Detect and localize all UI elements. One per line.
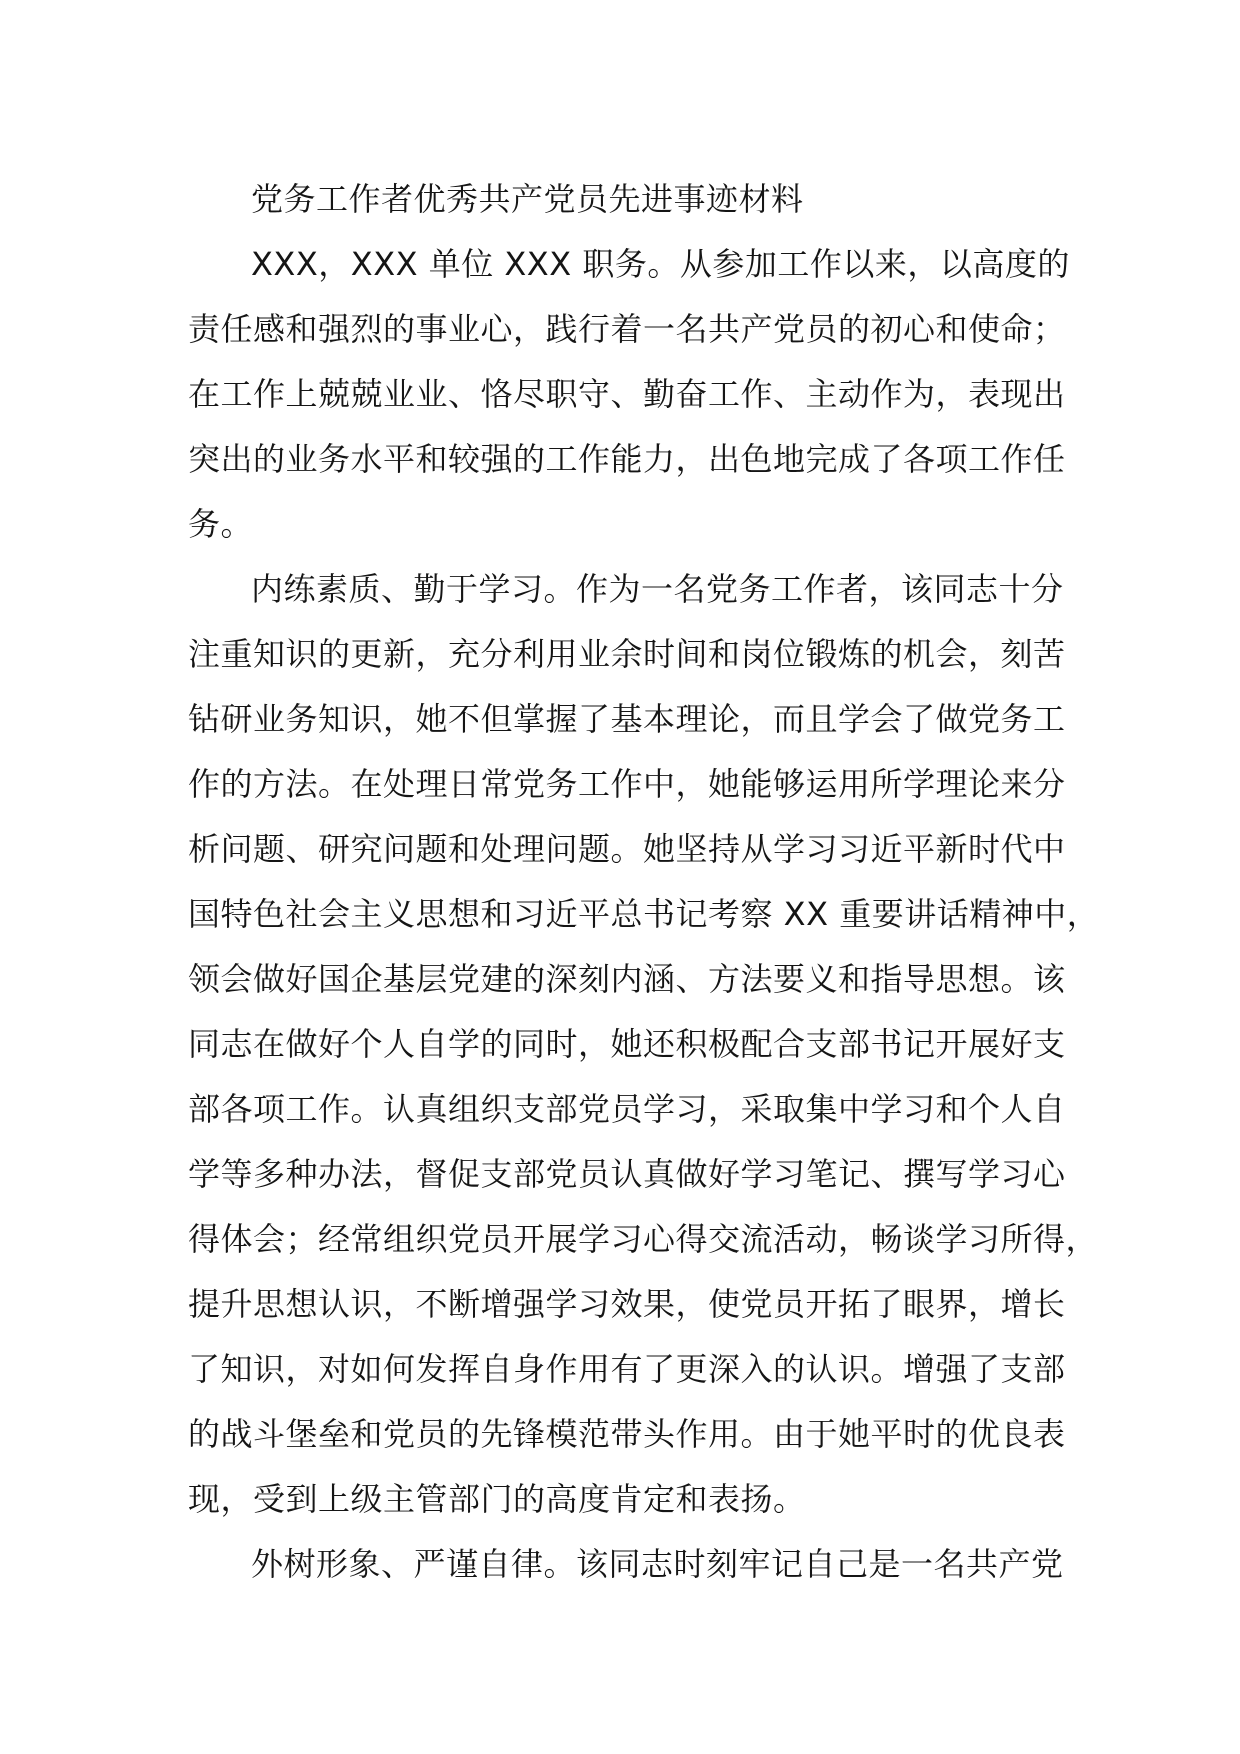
- document-title: 党务工作者优秀共产党员先进事迹材料: [251, 180, 804, 218]
- paragraph-line: 同志在做好个人自学的同时，她还积极配合支部书记开展好支: [188, 1025, 1066, 1063]
- paragraph-3: [188, 1532, 1068, 1597]
- paragraph-line: 学等多种办法，督促支部党员认真做好学习笔记、撰写学习心: [188, 1155, 1066, 1193]
- paragraph-line: 务。: [188, 505, 254, 543]
- paragraph-line: 得体会；经常组织党员开展学习心得交流活动，畅谈学习所得，: [188, 1220, 1099, 1258]
- paragraph-line: 内练素质、勤于学习。作为一名党务工作者，该同志十分: [251, 570, 1064, 608]
- paragraph-line: 了知识，对如何发挥自身作用有了更深入的认识。增强了支部: [188, 1350, 1066, 1388]
- paragraph-1: [188, 232, 1068, 557]
- paragraph-line: 作的方法。在处理日常党务工作中，她能够运用所学理论来分: [188, 765, 1066, 803]
- paragraph-line: 注重知识的更新，充分利用业余时间和岗位锻炼的机会，刻苦: [188, 635, 1066, 673]
- document-body: [188, 167, 1100, 1597]
- paragraph-line: 现，受到上级主管部门的高度肯定和表扬。: [188, 1480, 806, 1518]
- paragraph-line: 外树形象、严谨自律。该同志时刻牢记自己是一名共产党: [251, 1545, 1064, 1583]
- paragraph-line: 提升思想认识，不断增强学习效果，使党员开拓了眼界，增长: [188, 1285, 1066, 1323]
- paragraph-line: 钻研业务知识，她不但掌握了基本理论，而且学会了做党务工: [188, 700, 1066, 738]
- paragraph-line: 国特色社会主义思想和习近平总书记考察 XX 重要讲话精神中，: [188, 895, 1100, 933]
- paragraph-line: 析问题、研究问题和处理问题。她坚持从学习习近平新时代中: [188, 830, 1066, 868]
- paragraph-2: [188, 557, 1100, 1532]
- paragraph-line: 突出的业务水平和较强的工作能力，出色地完成了各项工作任: [188, 440, 1066, 478]
- paragraph-line: 的战斗堡垒和党员的先锋模范带头作用。由于她平时的优良表: [188, 1415, 1066, 1453]
- paragraph-line: XXX，XXX 单位 XXX 职务。从参加工作以来，以高度的: [251, 245, 1070, 283]
- paragraph-line: 在工作上兢兢业业、恪尽职守、勤奋工作、主动作为，表现出: [188, 375, 1066, 413]
- paragraph-line: 领会做好国企基层党建的深刻内涵、方法要义和指导思想。该: [188, 960, 1066, 998]
- paragraph-line: 责任感和强烈的事业心，践行着一名共产党员的初心和使命；: [188, 310, 1066, 348]
- paragraph-line: 部各项工作。认真组织支部党员学习，采取集中学习和个人自: [188, 1090, 1066, 1128]
